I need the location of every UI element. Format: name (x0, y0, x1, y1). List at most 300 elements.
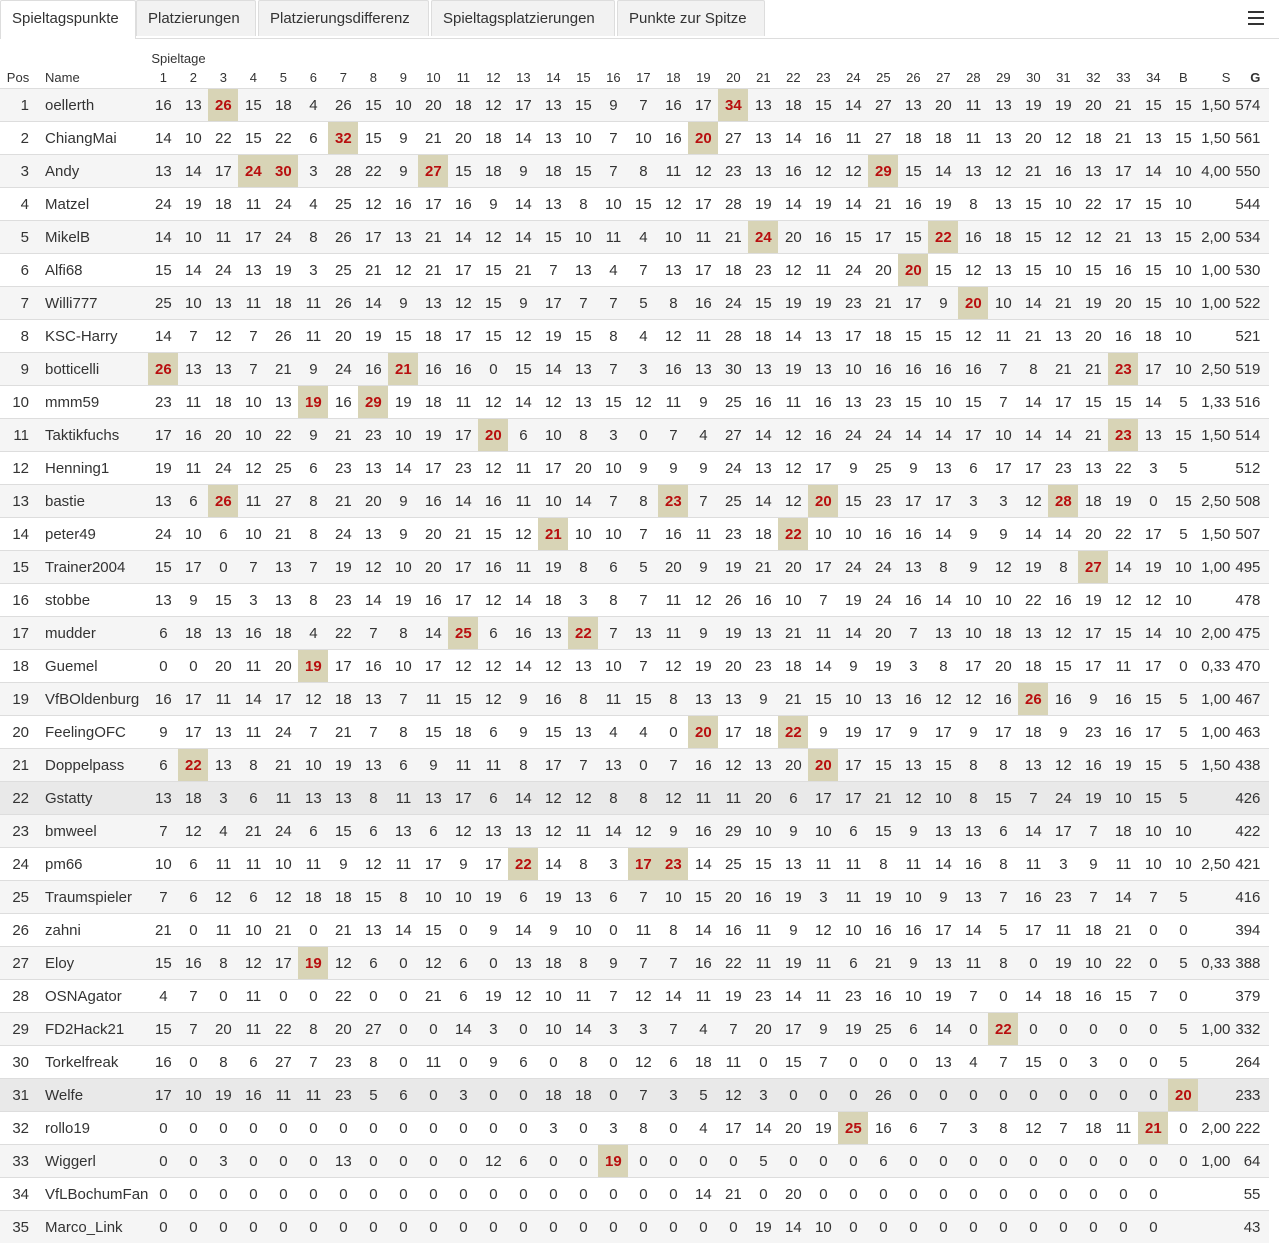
matchday-score: 19 (1078, 782, 1108, 815)
matchday-score: 15 (148, 947, 178, 980)
matchday-score: 0 (838, 1046, 868, 1079)
matchday-score: 0 (658, 1178, 688, 1211)
header-matchday[interactable]: 27 (936, 69, 951, 85)
matchday-score: 13 (178, 89, 208, 122)
header-matchday[interactable]: 2 (189, 69, 197, 85)
matchday-score: 14 (448, 485, 478, 518)
matchday-score: 8 (568, 551, 598, 584)
total-points: 550 (1230, 155, 1269, 188)
matchday-score: 11 (808, 617, 838, 650)
player-name[interactable]: KSC-Harry (36, 320, 148, 353)
matchday-best-score: 24 (748, 221, 778, 254)
tab-platzierungsdifferenz[interactable]: Platzierungsdifferenz (258, 0, 429, 36)
table-row[interactable] (0, 683, 1269, 716)
player-name[interactable]: VfBOldenburg (36, 683, 148, 716)
matchday-score: 20 (1078, 518, 1108, 551)
matchday-score: 22 (328, 980, 358, 1013)
total-points: 530 (1230, 254, 1269, 287)
matchday-score: 21 (1108, 221, 1138, 254)
matchday-score: 12 (778, 254, 808, 287)
pos-cell: 3 (0, 155, 36, 188)
matchday-score: 0 (718, 1211, 748, 1243)
matchday-score: 10 (238, 914, 268, 947)
header-matchday[interactable]: 18 (666, 69, 681, 85)
pos-cell: 17 (0, 617, 36, 650)
matchday-score: 16 (808, 386, 838, 419)
header-matchday[interactable]: 21 (756, 69, 771, 85)
s-cell: 2,00 (1198, 221, 1230, 254)
matchday-score: 17 (148, 1079, 178, 1112)
matchday-score: 19 (868, 650, 898, 683)
matchday-score: 0 (148, 1112, 178, 1145)
s-cell: 2,50 (1198, 848, 1230, 881)
matchday-score: 0 (208, 551, 238, 584)
table-row[interactable] (0, 353, 1269, 386)
matchday-score: 3 (298, 254, 328, 287)
matchday-score: 9 (688, 617, 718, 650)
header-matchday[interactable]: 8 (369, 69, 377, 85)
player-name[interactable]: rollo19 (36, 1112, 148, 1145)
matchday-score: 3 (748, 1079, 778, 1112)
header-matchday[interactable]: 14 (546, 69, 561, 85)
tab-spieltagsplatzierungen[interactable]: Spieltagsplatzierungen (431, 0, 615, 36)
matchday-score: 13 (958, 155, 988, 188)
hamburger-menu-icon[interactable] (1248, 11, 1264, 25)
matchday-score: 7 (358, 716, 388, 749)
matchday-score: 10 (598, 518, 628, 551)
matchday-score: 16 (928, 353, 958, 386)
matchday-score: 15 (478, 518, 508, 551)
matchday-score: 0 (1138, 947, 1168, 980)
table-row[interactable] (0, 1013, 1269, 1046)
matchday-score: 12 (478, 683, 508, 716)
player-name[interactable]: Doppelpass (36, 749, 148, 782)
matchday-score: 13 (418, 782, 448, 815)
matchday-score: 16 (958, 221, 988, 254)
matchday-score: 14 (568, 1013, 598, 1046)
matchday-score: 15 (838, 221, 868, 254)
player-name[interactable]: Matzel (36, 188, 148, 221)
matchday-score: 12 (538, 815, 568, 848)
matchday-score: 0 (1138, 1013, 1168, 1046)
total-points: 332 (1230, 1013, 1269, 1046)
matchday-score: 16 (478, 551, 508, 584)
matchday-score: 11 (598, 683, 628, 716)
matchday-score: 17 (418, 848, 448, 881)
matchday-score: 12 (778, 419, 808, 452)
player-name[interactable]: pm66 (36, 848, 148, 881)
header-matchday[interactable]: 23 (816, 69, 831, 85)
table-row[interactable] (0, 650, 1269, 683)
matchday-score: 9 (1048, 716, 1078, 749)
player-name[interactable]: Wiggerl (36, 1145, 148, 1178)
player-name[interactable]: Gstatty (36, 782, 148, 815)
matchday-score: 25 (268, 452, 298, 485)
pos-cell: 2 (0, 122, 36, 155)
matchday-score: 15 (1138, 683, 1168, 716)
matchday-score: 17 (898, 287, 928, 320)
matchday-score: 13 (568, 386, 598, 419)
header-matchday[interactable]: 31 (1056, 69, 1071, 85)
header-matchday[interactable]: 20 (726, 69, 741, 85)
matchday-score: 15 (1138, 254, 1168, 287)
header-pos[interactable]: Pos (6, 69, 30, 85)
matchday-score: 10 (898, 881, 928, 914)
matchday-score: 19 (538, 320, 568, 353)
player-name[interactable]: Guemel (36, 650, 148, 683)
matchday-score: 16 (178, 419, 208, 452)
matchday-score: 10 (988, 584, 1018, 617)
table-row[interactable] (0, 155, 1269, 188)
matchday-score: 10 (808, 815, 838, 848)
total-points: 508 (1230, 485, 1269, 518)
table-row[interactable] (0, 518, 1269, 551)
matchday-score: 0 (388, 980, 418, 1013)
player-name[interactable]: Willi777 (36, 287, 148, 320)
matchday-score: 0 (148, 650, 178, 683)
header-matchday[interactable]: 11 (456, 69, 471, 85)
matchday-score: 11 (688, 782, 718, 815)
matchday-score: 17 (418, 188, 448, 221)
matchday-score: 14 (508, 188, 538, 221)
matchday-score: 8 (868, 848, 898, 881)
matchday-score: 20 (418, 551, 448, 584)
matchday-score: 12 (538, 650, 568, 683)
header-matchday[interactable]: 30 (1026, 69, 1041, 85)
table-row[interactable] (0, 89, 1269, 122)
tab-spieltagspunkte[interactable]: Spieltagspunkte (0, 0, 136, 39)
matchday-score: 9 (298, 419, 328, 452)
matchday-score: 18 (1018, 650, 1048, 683)
pos-cell: 19 (0, 683, 36, 716)
matchday-score: 14 (1018, 386, 1048, 419)
matchday-score: 7 (988, 353, 1018, 386)
matchday-score: 6 (508, 1046, 538, 1079)
table-row[interactable] (0, 221, 1269, 254)
header-matchday[interactable]: 7 (339, 69, 347, 85)
matchday-score: 0 (958, 1079, 988, 1112)
matchday-score: 15 (508, 353, 538, 386)
header-s[interactable]: S (1221, 69, 1231, 85)
matchday-score: 21 (778, 683, 808, 716)
matchday-score: 0 (388, 1046, 418, 1079)
matchday-score: 6 (598, 551, 628, 584)
header-matchday[interactable]: 13 (516, 69, 531, 85)
player-name[interactable]: FeelingOFC (36, 716, 148, 749)
matchday-score: 12 (808, 155, 838, 188)
tab-platzierungen[interactable]: Platzierungen (136, 0, 256, 36)
matchday-score: 13 (928, 452, 958, 485)
matchday-score: 9 (538, 914, 568, 947)
player-name[interactable]: bastie (36, 485, 148, 518)
matchday-score: 17 (448, 584, 478, 617)
header-g[interactable]: G (1250, 69, 1261, 85)
matchday-score: 13 (808, 320, 838, 353)
table-row[interactable] (0, 419, 1269, 452)
matchday-score: 10 (238, 419, 268, 452)
matchday-score: 19 (718, 980, 748, 1013)
matchday-score: 14 (748, 419, 778, 452)
matchday-score: 13 (688, 353, 718, 386)
header-matchday[interactable]: 22 (786, 69, 801, 85)
player-name[interactable]: Taktikfuchs (36, 419, 148, 452)
matchday-score: 10 (598, 650, 628, 683)
player-name[interactable]: zahni (36, 914, 148, 947)
header-matchday[interactable]: 32 (1086, 69, 1101, 85)
matchday-score: 18 (268, 89, 298, 122)
table-row[interactable] (0, 881, 1269, 914)
s-cell: 1,50 (1198, 518, 1230, 551)
matchday-score: 14 (778, 122, 808, 155)
matchday-score: 11 (808, 980, 838, 1013)
matchday-score: 9 (928, 287, 958, 320)
table-row[interactable] (0, 287, 1269, 320)
header-matchday[interactable]: 24 (846, 69, 861, 85)
player-name[interactable]: mmm59 (36, 386, 148, 419)
player-name[interactable]: ChiangMai (36, 122, 148, 155)
player-name[interactable]: Torkelfreak (36, 1046, 148, 1079)
matchday-score: 17 (1078, 617, 1108, 650)
tab-punkte-zur-spitze[interactable]: Punkte zur Spitze (617, 0, 765, 36)
matchday-score: 0 (478, 1112, 508, 1145)
header-matchday[interactable]: 29 (996, 69, 1011, 85)
matchday-score: 16 (748, 584, 778, 617)
matchday-score: 15 (628, 683, 658, 716)
matchday-score: 0 (268, 1178, 298, 1211)
matchday-score: 15 (1078, 386, 1108, 419)
matchday-score: 9 (898, 947, 928, 980)
matchday-score: 16 (448, 188, 478, 221)
player-name[interactable]: botticelli (36, 353, 148, 386)
table-row[interactable] (0, 584, 1269, 617)
pos-cell: 18 (0, 650, 36, 683)
header-matchday[interactable]: 10 (426, 69, 441, 85)
matchday-best-score: 20 (958, 287, 988, 320)
matchday-score: 19 (1108, 485, 1138, 518)
header-matchday[interactable]: 28 (966, 69, 981, 85)
matchday-score: 17 (1138, 650, 1168, 683)
matchday-score: 10 (838, 914, 868, 947)
matchday-score: 14 (1138, 386, 1168, 419)
header-matchday[interactable]: 6 (309, 69, 317, 85)
header-matchday[interactable]: 1 (159, 69, 167, 85)
matchday-score: 13 (328, 1145, 358, 1178)
table-row[interactable] (0, 617, 1269, 650)
matchday-score: 9 (388, 485, 418, 518)
matchday-best-score: 30 (268, 155, 298, 188)
matchday-score: 15 (568, 320, 598, 353)
header-matchday[interactable]: 25 (876, 69, 891, 85)
matchday-score: 15 (478, 254, 508, 287)
matchday-score: 0 (748, 1046, 778, 1079)
table-row[interactable] (0, 782, 1269, 815)
matchday-score: 14 (1138, 155, 1168, 188)
header-name[interactable]: Name (45, 69, 80, 85)
player-name[interactable]: Marco_Link (36, 1211, 148, 1243)
header-matchday[interactable]: 26 (906, 69, 921, 85)
table-row[interactable] (0, 815, 1269, 848)
matchday-score: 8 (388, 617, 418, 650)
matchday-score: 25 (328, 254, 358, 287)
matchday-score: 17 (808, 452, 838, 485)
matchday-score: 18 (1078, 1112, 1108, 1145)
table-row[interactable] (0, 914, 1269, 947)
player-name[interactable]: MikelB (36, 221, 148, 254)
matchday-score: 19 (838, 584, 868, 617)
bonus-cell: 0 (1168, 1145, 1198, 1178)
table-row[interactable] (0, 386, 1269, 419)
matchday-score: 18 (328, 683, 358, 716)
table-row[interactable] (0, 551, 1269, 584)
matchday-score: 21 (268, 518, 298, 551)
matchday-score: 18 (868, 320, 898, 353)
bonus-cell (1168, 1211, 1198, 1243)
matchday-score: 23 (328, 452, 358, 485)
matchday-score: 18 (448, 89, 478, 122)
pos-cell: 13 (0, 485, 36, 518)
matchday-best-score: 21 (1138, 1112, 1168, 1145)
matchday-score: 10 (838, 683, 868, 716)
matchday-score: 14 (448, 221, 478, 254)
matchday-score: 8 (1048, 551, 1078, 584)
player-name[interactable]: Trainer2004 (36, 551, 148, 584)
player-name[interactable]: OSNAgator (36, 980, 148, 1013)
matchday-score: 18 (418, 320, 448, 353)
pos-cell: 25 (0, 881, 36, 914)
header-b[interactable]: B (1179, 69, 1188, 85)
table-row[interactable] (0, 716, 1269, 749)
table-row[interactable] (0, 1079, 1269, 1112)
header-matchday[interactable]: 19 (696, 69, 711, 85)
matchday-score: 21 (1108, 914, 1138, 947)
table-row[interactable] (0, 1046, 1269, 1079)
bonus-cell: 5 (1168, 1013, 1198, 1046)
matchday-score: 9 (898, 815, 928, 848)
table-row[interactable] (0, 452, 1269, 485)
bonus-cell: 20 (1168, 1079, 1198, 1112)
matchday-score: 13 (988, 89, 1018, 122)
player-name[interactable]: Andy (36, 155, 148, 188)
matchday-score: 12 (358, 848, 388, 881)
table-row[interactable] (0, 980, 1269, 1013)
bonus-cell: 15 (1168, 485, 1198, 518)
header-matchday[interactable]: 3 (219, 69, 227, 85)
matchday-score: 8 (298, 518, 328, 551)
header-matchday[interactable]: 16 (606, 69, 621, 85)
matchday-score: 21 (1048, 353, 1078, 386)
player-name[interactable]: peter49 (36, 518, 148, 551)
matchday-score: 12 (538, 782, 568, 815)
matchday-score: 10 (298, 749, 328, 782)
matchday-score: 0 (478, 1211, 508, 1243)
matchday-score: 10 (448, 881, 478, 914)
matchday-score: 9 (298, 353, 328, 386)
matchday-score: 17 (448, 419, 478, 452)
matchday-best-score: 27 (418, 155, 448, 188)
matchday-score: 18 (448, 716, 478, 749)
matchday-best-score: 23 (1108, 419, 1138, 452)
matchday-score: 11 (658, 155, 688, 188)
table-row[interactable] (0, 485, 1269, 518)
player-name[interactable]: Alfi68 (36, 254, 148, 287)
table-row[interactable] (0, 1211, 1269, 1243)
matchday-score: 14 (238, 683, 268, 716)
matchday-score: 6 (358, 947, 388, 980)
header-matchday[interactable]: 4 (249, 69, 257, 85)
matchday-score: 10 (928, 782, 958, 815)
matchday-score: 11 (838, 848, 868, 881)
matchday-score: 0 (688, 1145, 718, 1178)
player-name[interactable]: stobbe (36, 584, 148, 617)
matchday-score: 8 (568, 1046, 598, 1079)
matchday-score: 12 (478, 650, 508, 683)
table-row[interactable] (0, 1145, 1269, 1178)
table-row[interactable] (0, 188, 1269, 221)
matchday-score: 4 (148, 980, 178, 1013)
table-row[interactable] (0, 947, 1269, 980)
player-name[interactable]: bmweel (36, 815, 148, 848)
table-row[interactable] (0, 848, 1269, 881)
matchday-score: 17 (538, 287, 568, 320)
header-matchday[interactable]: 17 (636, 69, 651, 85)
player-name[interactable]: VfLBochumFan (36, 1178, 148, 1211)
matchday-score: 0 (178, 1178, 208, 1211)
header-matchday[interactable]: 15 (576, 69, 591, 85)
matchday-score: 0 (358, 1211, 388, 1243)
matchday-score: 5 (628, 551, 658, 584)
header-matchday[interactable]: 34 (1146, 69, 1161, 85)
header-matchday[interactable]: 9 (399, 69, 407, 85)
s-cell (1198, 815, 1230, 848)
player-name[interactable]: FD2Hack21 (36, 1013, 148, 1046)
total-points: 495 (1230, 551, 1269, 584)
player-name[interactable]: mudder (36, 617, 148, 650)
table-row[interactable] (0, 122, 1269, 155)
player-name[interactable]: Eloy (36, 947, 148, 980)
matchday-score: 15 (478, 287, 508, 320)
matchday-score: 5 (688, 1079, 718, 1112)
matchday-score: 13 (538, 188, 568, 221)
header-matchday[interactable]: 5 (279, 69, 287, 85)
matchday-score: 19 (208, 1079, 238, 1112)
table-row[interactable] (0, 1112, 1269, 1145)
player-name[interactable]: oellerth (36, 89, 148, 122)
matchday-score: 0 (208, 980, 238, 1013)
matchday-score: 15 (1138, 749, 1168, 782)
table-row[interactable] (0, 749, 1269, 782)
table-row[interactable] (0, 1178, 1269, 1211)
header-matchday[interactable]: 33 (1116, 69, 1131, 85)
matchday-score: 0 (298, 914, 328, 947)
matchday-score: 11 (238, 287, 268, 320)
header-matchday[interactable]: 12 (486, 69, 501, 85)
matchday-score: 15 (898, 155, 928, 188)
pos-cell: 26 (0, 914, 36, 947)
matchday-best-score: 29 (358, 386, 388, 419)
matchday-score: 8 (928, 551, 958, 584)
table-row[interactable] (0, 320, 1269, 353)
player-name[interactable]: Traumspieler (36, 881, 148, 914)
matchday-score: 10 (988, 287, 1018, 320)
matchday-best-score: 32 (328, 122, 358, 155)
matchday-score: 25 (868, 452, 898, 485)
matchday-score: 21 (1078, 419, 1108, 452)
player-name[interactable]: Henning1 (36, 452, 148, 485)
player-name[interactable]: Welfe (36, 1079, 148, 1112)
table-row[interactable] (0, 254, 1269, 287)
matchday-score: 26 (718, 584, 748, 617)
matchday-score: 12 (478, 89, 508, 122)
